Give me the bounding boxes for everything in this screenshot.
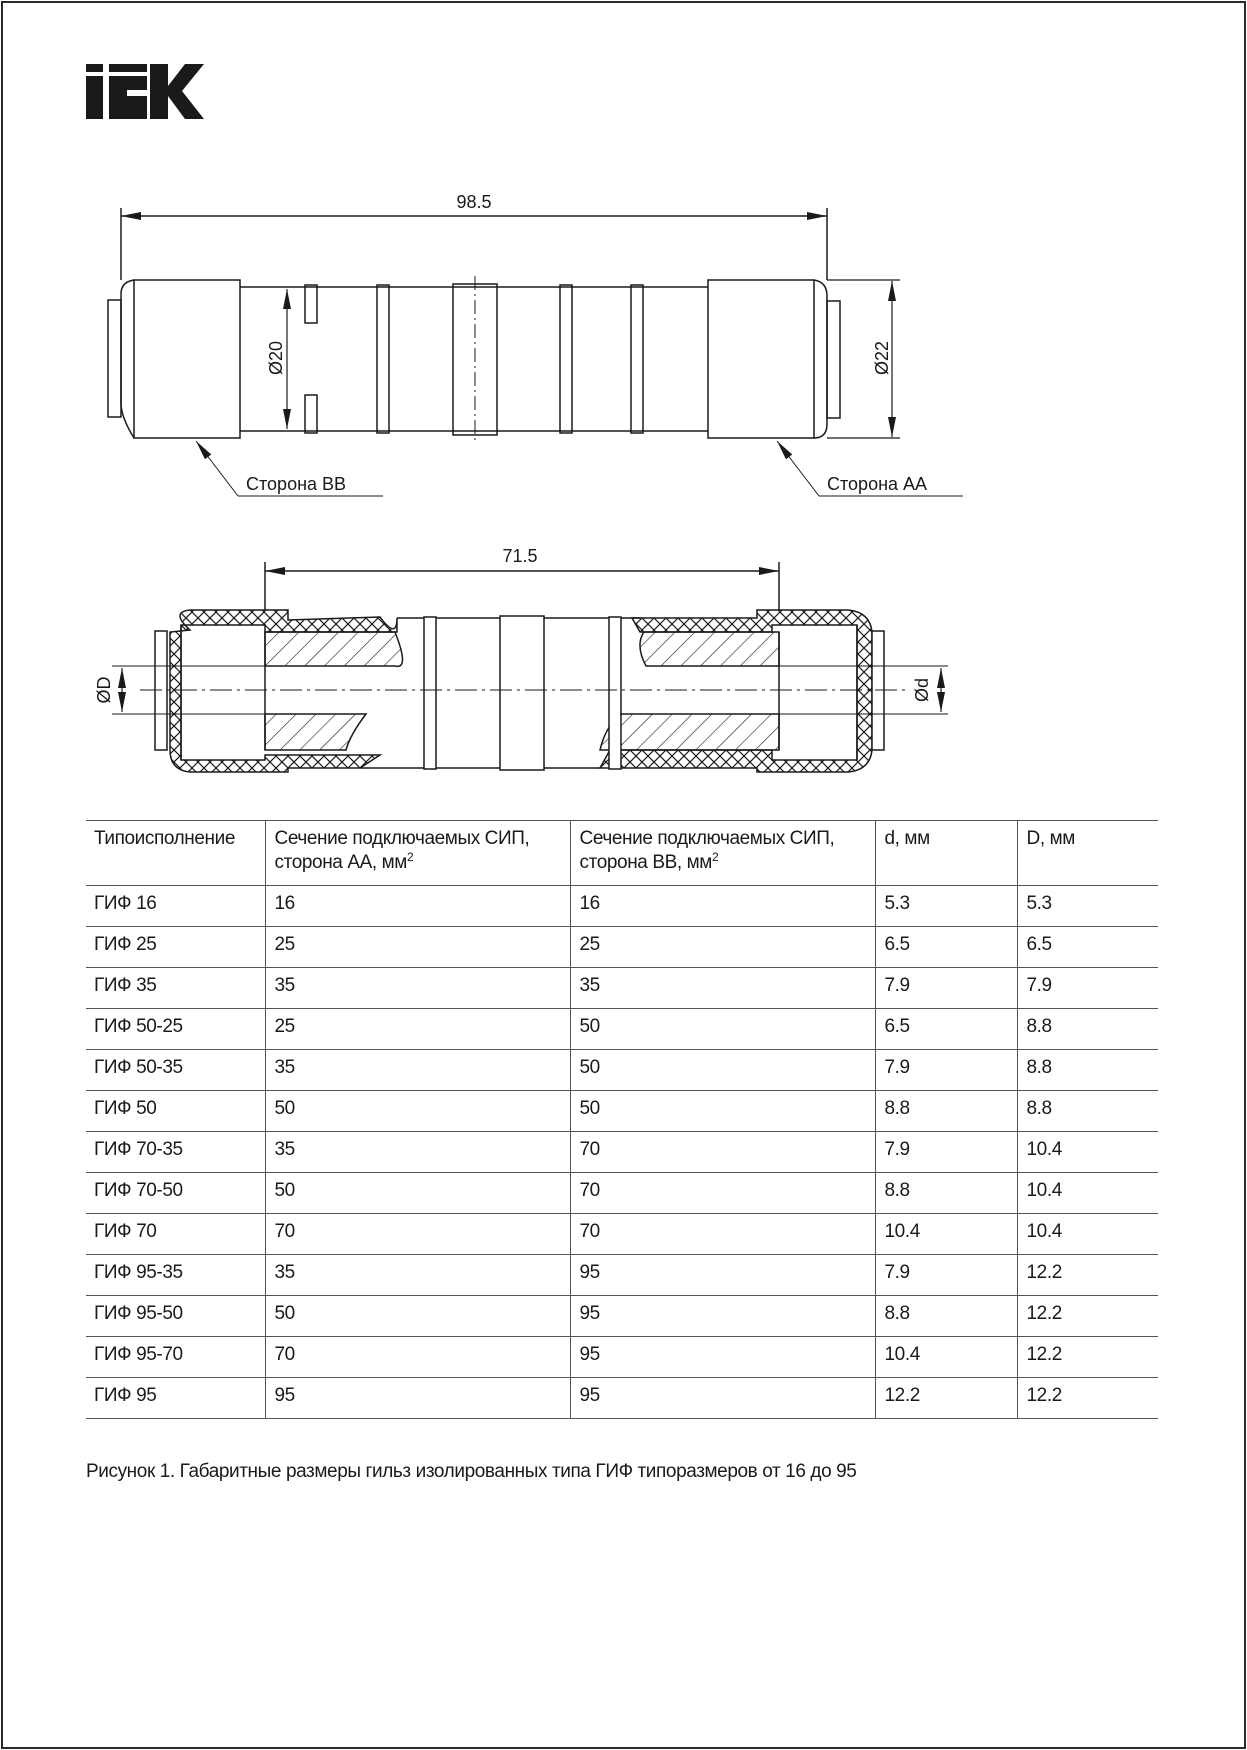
cell-type: ГИФ 25 <box>86 927 265 968</box>
cell-d: 10.4 <box>875 1337 1017 1378</box>
cell-type: ГИФ 16 <box>86 886 265 927</box>
cell-section-aa: 35 <box>265 968 570 1009</box>
label-side-bb: Сторона ВВ <box>246 474 347 494</box>
dimension-diameter-20: Ø20 <box>266 340 286 376</box>
cell-D: 10.4 <box>1017 1132 1158 1173</box>
label-side-aa: Сторона АА <box>827 474 928 494</box>
dimension-diameter-d: Ød <box>912 677 932 703</box>
cell-section-bb: 70 <box>570 1214 875 1255</box>
dimension-diameter-D: ØD <box>94 676 114 704</box>
cell-section-bb: 95 <box>570 1296 875 1337</box>
table-row <box>86 968 1158 1009</box>
cell-type: ГИФ 95-35 <box>86 1255 265 1296</box>
table-row <box>86 1173 1158 1214</box>
dimension-diameter-22: Ø22 <box>872 340 892 376</box>
technical-drawing <box>0 0 1247 800</box>
cell-d: 7.9 <box>875 1050 1017 1091</box>
cell-section-aa: 16 <box>265 886 570 927</box>
cell-type: ГИФ 70-50 <box>86 1173 265 1214</box>
cell-type: ГИФ 50 <box>86 1091 265 1132</box>
header-D: D, мм <box>1017 821 1158 886</box>
cell-section-bb: 50 <box>570 1009 875 1050</box>
cell-type: ГИФ 35 <box>86 968 265 1009</box>
cell-section-bb: 95 <box>570 1337 875 1378</box>
cell-section-aa: 95 <box>265 1378 570 1419</box>
header-section-bb: Сечение подключаемых СИП, сторона ВВ, $мм^2$ <box>570 821 875 886</box>
cell-D: 12.2 <box>1017 1337 1158 1378</box>
cell-d: 7.9 <box>875 1255 1017 1296</box>
cell-section-bb: 70 <box>570 1173 875 1214</box>
cell-type: ГИФ 95 <box>86 1378 265 1419</box>
cell-type: ГИФ 50-35 <box>86 1050 265 1091</box>
cell-section-bb: 35 <box>570 968 875 1009</box>
cell-d: 6.5 <box>875 927 1017 968</box>
cell-type: ГИФ 95-50 <box>86 1296 265 1337</box>
cell-d: 12.2 <box>875 1378 1017 1419</box>
table-row <box>86 1050 1158 1091</box>
cell-D: 5.3 <box>1017 886 1158 927</box>
table-row <box>86 1214 1158 1255</box>
cell-d: 5.3 <box>875 886 1017 927</box>
cell-D: 12.2 <box>1017 1378 1158 1419</box>
cell-type: ГИФ 95-70 <box>86 1337 265 1378</box>
table-row <box>86 1337 1158 1378</box>
figure-caption: Рисунок 1. Габаритные размеры гильз изолированных типа ГИФ типоразмеров от 16 до 95 <box>86 1461 857 1482</box>
table-row <box>86 1255 1158 1296</box>
header-d: d, мм <box>875 821 1017 886</box>
cell-D: 10.4 <box>1017 1173 1158 1214</box>
cell-section-aa: 35 <box>265 1132 570 1173</box>
table-row <box>86 927 1158 968</box>
dimension-inner-length: 71.5 <box>502 546 538 566</box>
table-row <box>86 1378 1158 1419</box>
cell-D: 6.5 <box>1017 927 1158 968</box>
cell-d: 7.9 <box>875 968 1017 1009</box>
cell-section-bb: 50 <box>570 1091 875 1132</box>
section-view <box>112 562 948 772</box>
cell-section-aa: 70 <box>265 1337 570 1378</box>
spec-table <box>86 820 1158 1419</box>
cell-section-bb: 16 <box>570 886 875 927</box>
dimension-overall-length: 98.5 <box>456 192 492 212</box>
cell-d: 8.8 <box>875 1091 1017 1132</box>
cell-section-bb: 70 <box>570 1132 875 1173</box>
cell-type: ГИФ 70 <box>86 1214 265 1255</box>
cell-d: 6.5 <box>875 1009 1017 1050</box>
table-row <box>86 1091 1158 1132</box>
cell-D: 8.8 <box>1017 1091 1158 1132</box>
header-section-aa: Сечение подключаемых СИП, сторона АА, $мм^2$ <box>265 821 570 886</box>
cell-D: 10.4 <box>1017 1214 1158 1255</box>
cell-section-aa: 35 <box>265 1050 570 1091</box>
cell-section-bb: 50 <box>570 1050 875 1091</box>
cell-d: 8.8 <box>875 1296 1017 1337</box>
table-row <box>86 1132 1158 1173</box>
cell-section-aa: 50 <box>265 1091 570 1132</box>
cell-D: 7.9 <box>1017 968 1158 1009</box>
table-row <box>86 1009 1158 1050</box>
header-type: Типоисполнение <box>86 821 265 886</box>
cell-section-aa: 70 <box>265 1214 570 1255</box>
cell-d: 8.8 <box>875 1173 1017 1214</box>
cell-section-bb: 95 <box>570 1378 875 1419</box>
top-view <box>108 208 963 496</box>
cell-section-aa: 25 <box>265 927 570 968</box>
table-row <box>86 1296 1158 1337</box>
cell-D: 8.8 <box>1017 1009 1158 1050</box>
cell-type: ГИФ 50-25 <box>86 1009 265 1050</box>
cell-section-bb: 25 <box>570 927 875 968</box>
table-row <box>86 886 1158 927</box>
cell-section-aa: 50 <box>265 1173 570 1214</box>
cell-d: 7.9 <box>875 1132 1017 1173</box>
cell-D: 12.2 <box>1017 1255 1158 1296</box>
cell-section-aa: 25 <box>265 1009 570 1050</box>
cell-D: 12.2 <box>1017 1296 1158 1337</box>
cell-section-aa: 35 <box>265 1255 570 1296</box>
cell-D: 8.8 <box>1017 1050 1158 1091</box>
cell-section-bb: 95 <box>570 1255 875 1296</box>
cell-type: ГИФ 70-35 <box>86 1132 265 1173</box>
cell-section-aa: 50 <box>265 1296 570 1337</box>
table-header-row <box>86 821 1158 886</box>
cell-d: 10.4 <box>875 1214 1017 1255</box>
